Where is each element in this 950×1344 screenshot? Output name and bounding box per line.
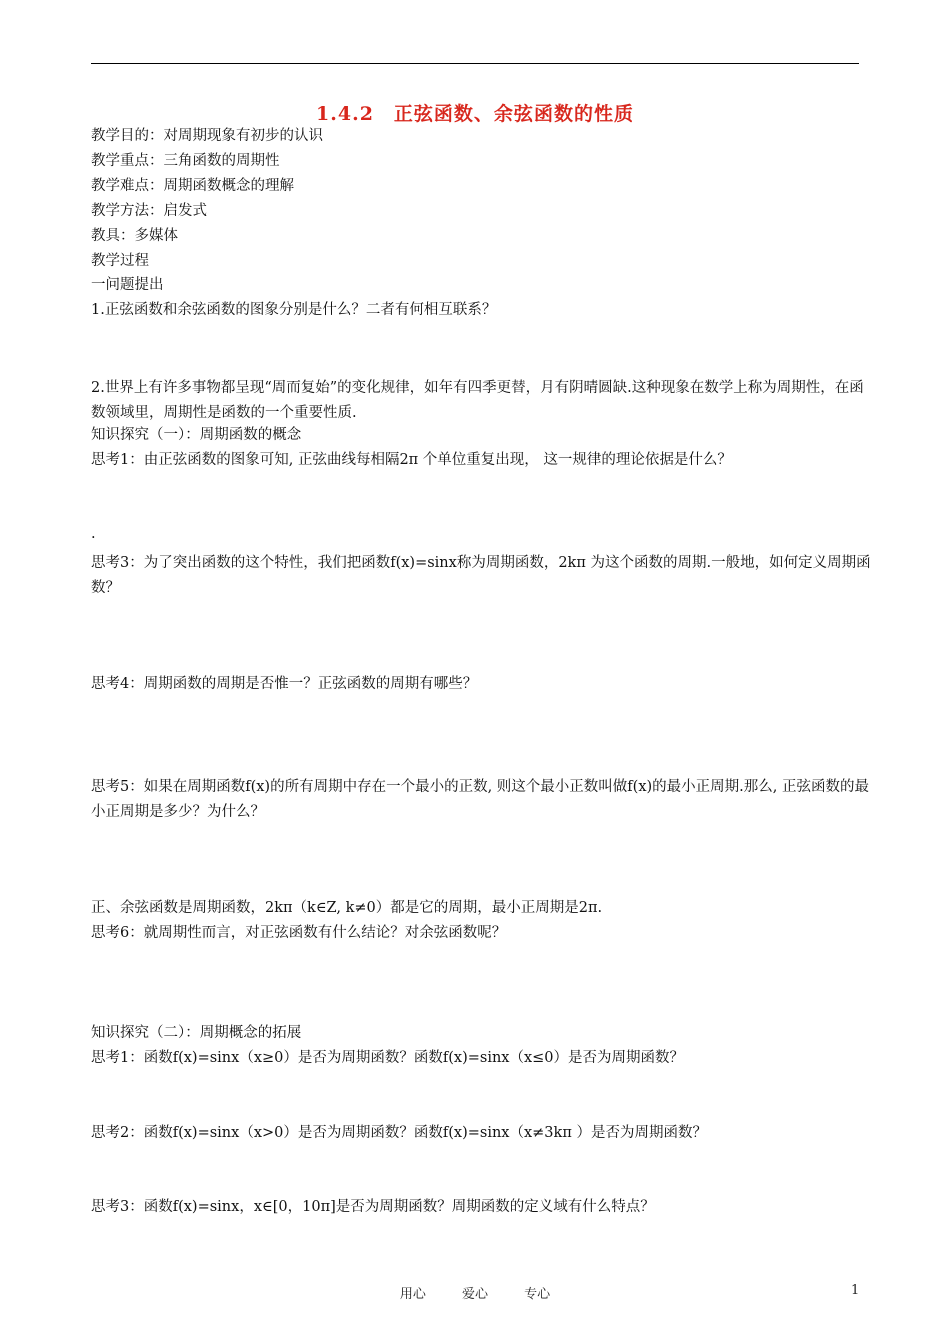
extension-think-3: 思考3：函数f(x)=sinx，x∈[0，10π]是否为周期函数？周期函数的定义域有什么特点？ bbox=[91, 1199, 655, 1215]
extension-think-1: 思考1：函数f(x)=sinx（x≥0）是否为周期函数？函数f(x)=sinx（x≤0）是否为周期函数？ bbox=[91, 1050, 685, 1066]
teaching-method: 教学方法：启发式 bbox=[91, 203, 207, 219]
teaching-tools: 教具：多媒体 bbox=[91, 228, 178, 244]
think-4: 思考4：周期函数的周期是否惟一？正弦函数的周期有哪些？ bbox=[91, 676, 478, 692]
period-statement: 正、余弦函数是周期函数，2kπ（k∈Z, k≠0）都是它的周期，最小正周期是2π. bbox=[91, 900, 603, 916]
section-question: 一问题提出 bbox=[91, 277, 164, 293]
footer-item: 专心 bbox=[524, 1287, 551, 1302]
teaching-process: 教学过程 bbox=[91, 253, 149, 269]
header-rule bbox=[91, 63, 859, 64]
section-explore-2: 知识探究（二）：周期概念的拓展 bbox=[91, 1025, 302, 1041]
teaching-goal: 教学目的：对周期现象有初步的认识 bbox=[91, 128, 323, 144]
teaching-focus: 教学重点：三角函数的周期性 bbox=[91, 153, 280, 169]
stray-dot: . bbox=[91, 526, 96, 542]
page-title: 1.4.2 正弦函数、余弦函数的性质 bbox=[316, 103, 634, 125]
section-explore-1: 知识探究（一）：周期函数的概念 bbox=[91, 427, 302, 443]
think-3: 思考3：为了突出函数的这个特性，我们把函数f(x)=sinx称为周期函数，2kπ 为这个函数的周期.一般地，如何定义周期函数？ bbox=[91, 555, 871, 596]
page-number: 1 bbox=[851, 1283, 860, 1298]
teaching-difficulty: 教学难点：周期函数概念的理解 bbox=[91, 178, 294, 194]
footer-item: 用心 bbox=[399, 1287, 426, 1302]
think-1: 思考1：由正弦函数的图象可知, 正弦曲线每相隔2π 个单位重复出现， 这一规律的理论依据是什么？ bbox=[91, 452, 732, 468]
question-2: 2.世界上有许多事物都呈现“周而复始”的变化规律，如年有四季更替，月有阴晴圆缺.这种现象在数学上称为周期性，在函数领域里，周期性是函数的一个重要性质. bbox=[91, 380, 864, 421]
think-5: 思考5：如果在周期函数f(x)的所有周期中存在一个最小的正数, 则这个最小正数叫做f(x)的最小正周期.那么, 正弦函数的最小正周期是多少？为什么？ bbox=[91, 779, 869, 820]
page-footer bbox=[0, 1283, 950, 1302]
think-6: 思考6：就周期性而言，对正弦函数有什么结论？对余弦函数呢？ bbox=[91, 925, 507, 941]
question-1: 1.正弦函数和余弦函数的图象分别是什么？二者有何相互联系？ bbox=[91, 302, 497, 318]
extension-think-2: 思考2：函数f(x)=sinx（x>0）是否为周期函数？函数f(x)=sinx（x≠3kπ ）是否为周期函数？ bbox=[91, 1125, 707, 1141]
footer-item: 爱心 bbox=[461, 1287, 488, 1302]
